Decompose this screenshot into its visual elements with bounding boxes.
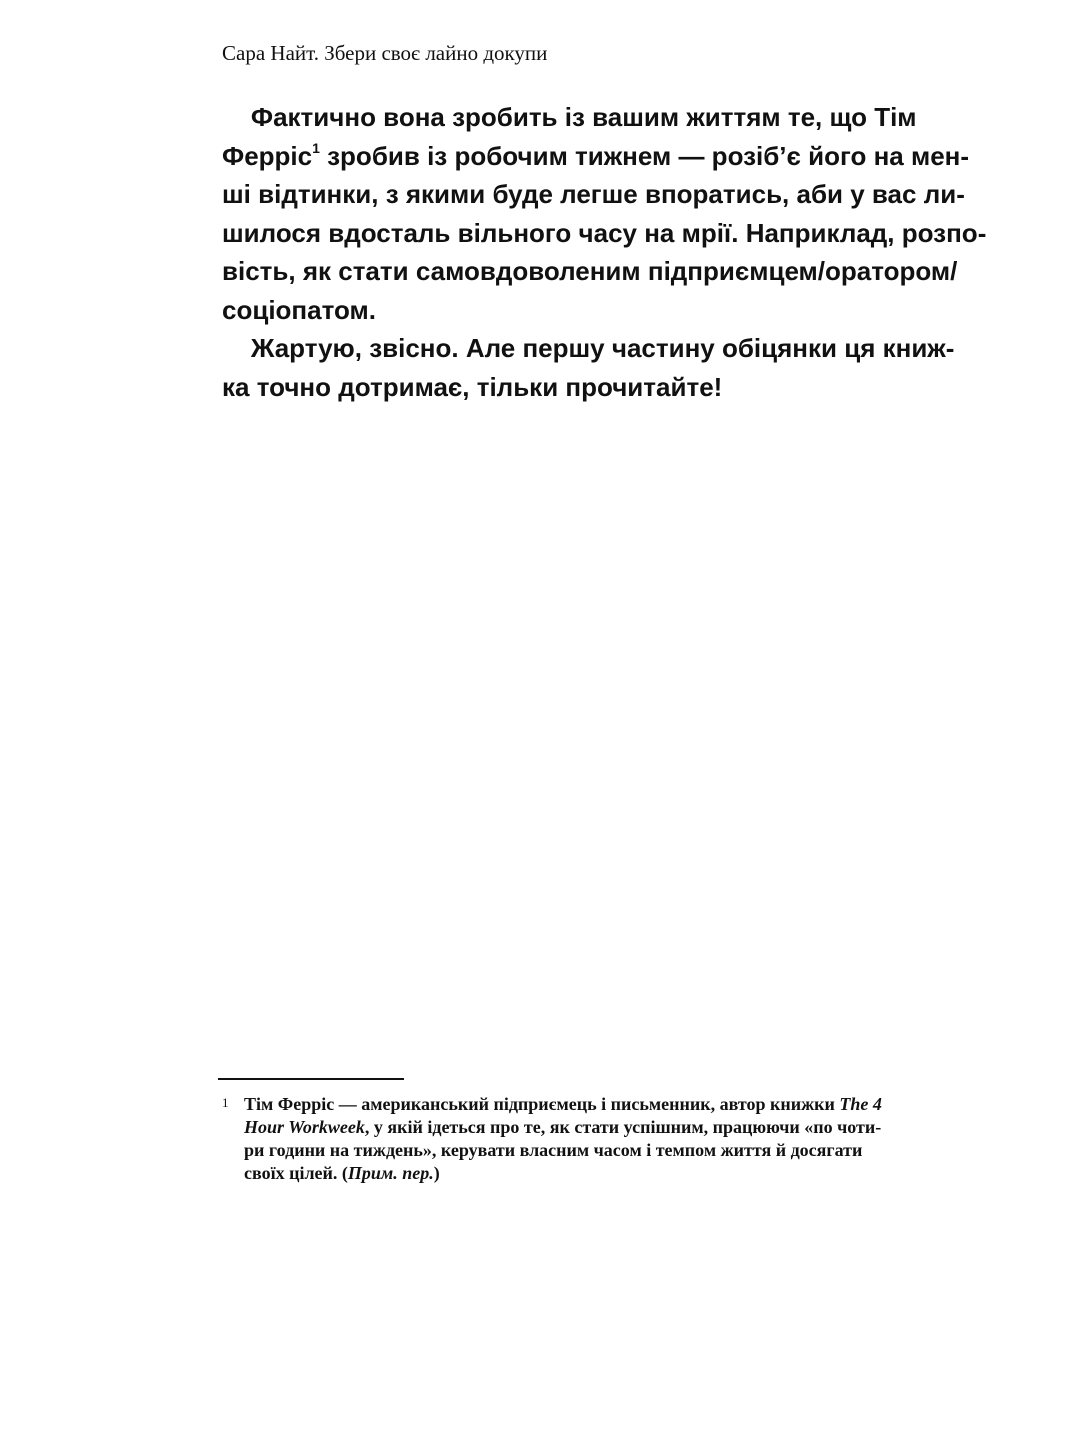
paragraph-line: шилося вдосталь вільного часу на мрії. Наприклад, розпо- — [222, 217, 987, 248]
paragraph-line: соціопатом. — [222, 294, 376, 325]
footnote-line — [244, 1093, 882, 1116]
paragraph-line: вість, як стати самовдоволеним підприємцем/оратором/ — [222, 256, 958, 286]
footnote-line — [244, 1116, 882, 1139]
footnote-divider — [218, 1078, 404, 1080]
translator-note: Прим. пер. — [347, 1163, 434, 1183]
running-head: Сара Найт. Збери своє лайно докупи — [222, 41, 548, 65]
footnote-line: ри години на тиждень», керувати власним часом і темпом життя й досягати — [244, 1140, 863, 1160]
paragraph-line: Фактично вона зробить із вашим життям те, що Тім — [222, 102, 917, 132]
paragraph-line: ка точно дотримає, тільки прочитайте! — [222, 371, 723, 402]
book-title: Hour Workweek — [244, 1117, 365, 1137]
footnote — [244, 1093, 882, 1185]
footnote-line — [244, 1162, 882, 1185]
book-title: The 4 — [839, 1094, 882, 1114]
paragraph-line: Жартую, звісно. Але першу частину обіцянки ця книж- — [222, 333, 955, 363]
footnote-reference[interactable]: 1 — [312, 139, 320, 156]
footnote-marker: 1 — [222, 1095, 229, 1110]
footnote-text: , у якій ідеться про те, як стати успішним, працюючи «по чоти- — [364, 1117, 882, 1137]
footnote-text: ) — [433, 1163, 440, 1183]
body-text — [222, 98, 986, 406]
footnote-text: своїх цілей. ( — [244, 1163, 348, 1183]
paragraph-line: ші відтинки, з якими буде легше впоратись, аби у вас ли- — [222, 179, 965, 209]
paragraph-line — [222, 137, 986, 176]
paragraph-text: Ферріс — [222, 140, 313, 171]
footnote-text: Тім Ферріс — американський підприємець і письменник, автор книжки — [244, 1094, 840, 1114]
paragraph-text: зробив із робочим тижнем — розіб’є його на мен- — [319, 140, 970, 171]
